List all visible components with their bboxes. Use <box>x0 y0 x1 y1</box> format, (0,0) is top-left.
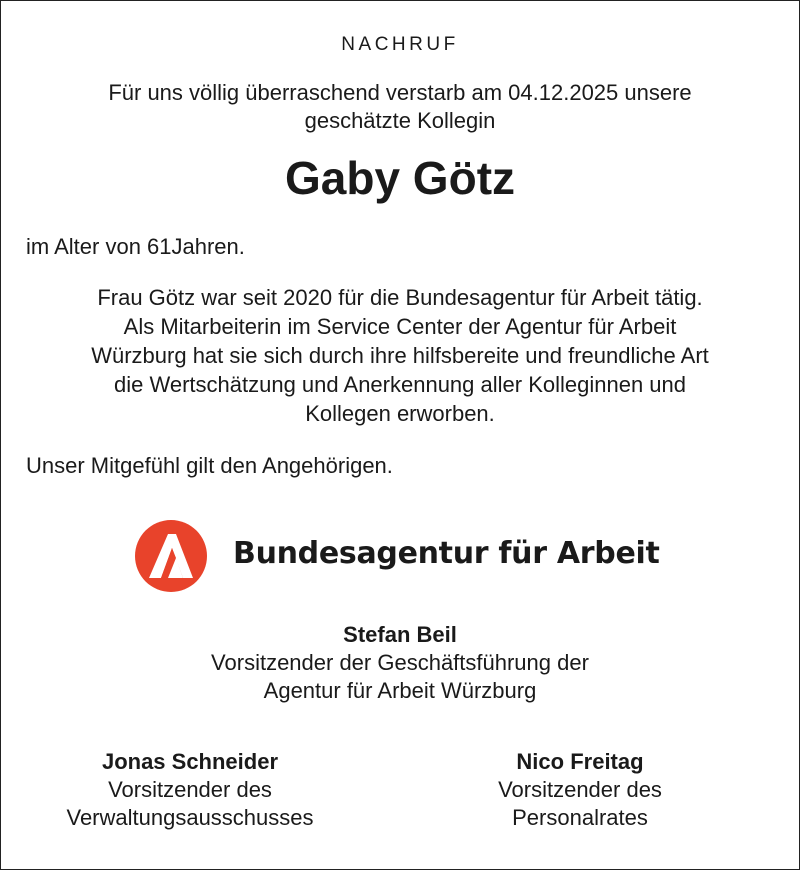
intro-text <box>0 79 800 135</box>
signature-left <box>20 748 360 832</box>
body-line: die Wertschätzung und Anerkennung aller Kolleginnen und <box>114 372 686 397</box>
signatory-role: Personalrates <box>512 805 648 830</box>
ba-logo-icon <box>135 520 207 592</box>
signature-main <box>0 621 800 705</box>
deceased-name: Gaby Götz <box>284 152 516 204</box>
signatory-name: Stefan Beil <box>343 622 457 647</box>
body-line: Als Mitarbeiterin im Service Center der Agentur für Arbeit <box>123 314 677 339</box>
age-line: im Alter von 61Jahren. <box>26 234 245 259</box>
signature-right <box>460 748 700 832</box>
signatory-role: Verwaltungsausschusses <box>66 805 314 830</box>
signatory-role: Agentur für Arbeit Würzburg <box>263 678 537 703</box>
body-line: Frau Götz war seit 2020 für die Bundesagentur für Arbeit tätig. <box>97 285 703 310</box>
signatory-role: Vorsitzender der Geschäftsführung der <box>211 650 589 675</box>
intro-line: geschätzte Kollegin <box>304 108 496 133</box>
obituary-body <box>20 283 780 428</box>
signatory-role: Vorsitzender des <box>498 777 662 802</box>
signatory-name: Jonas Schneider <box>101 749 279 774</box>
body-line: Würzburg hat sie sich durch ihre hilfsbereite und freundliche Art <box>91 343 709 368</box>
condolence-line: Unser Mitgefühl gilt den Angehörigen. <box>26 453 393 478</box>
signatory-role: Vorsitzender des <box>108 777 272 802</box>
body-line: Kollegen erworben. <box>305 401 495 426</box>
intro-line: Für uns völlig überraschend verstarb am 04.12.2025 unsere <box>108 80 692 105</box>
ba-logo-text: Bundesagentur für Arbeit <box>233 536 660 571</box>
signatory-name: Nico Freitag <box>516 749 644 774</box>
obituary-heading: NACHRUF <box>341 34 459 55</box>
